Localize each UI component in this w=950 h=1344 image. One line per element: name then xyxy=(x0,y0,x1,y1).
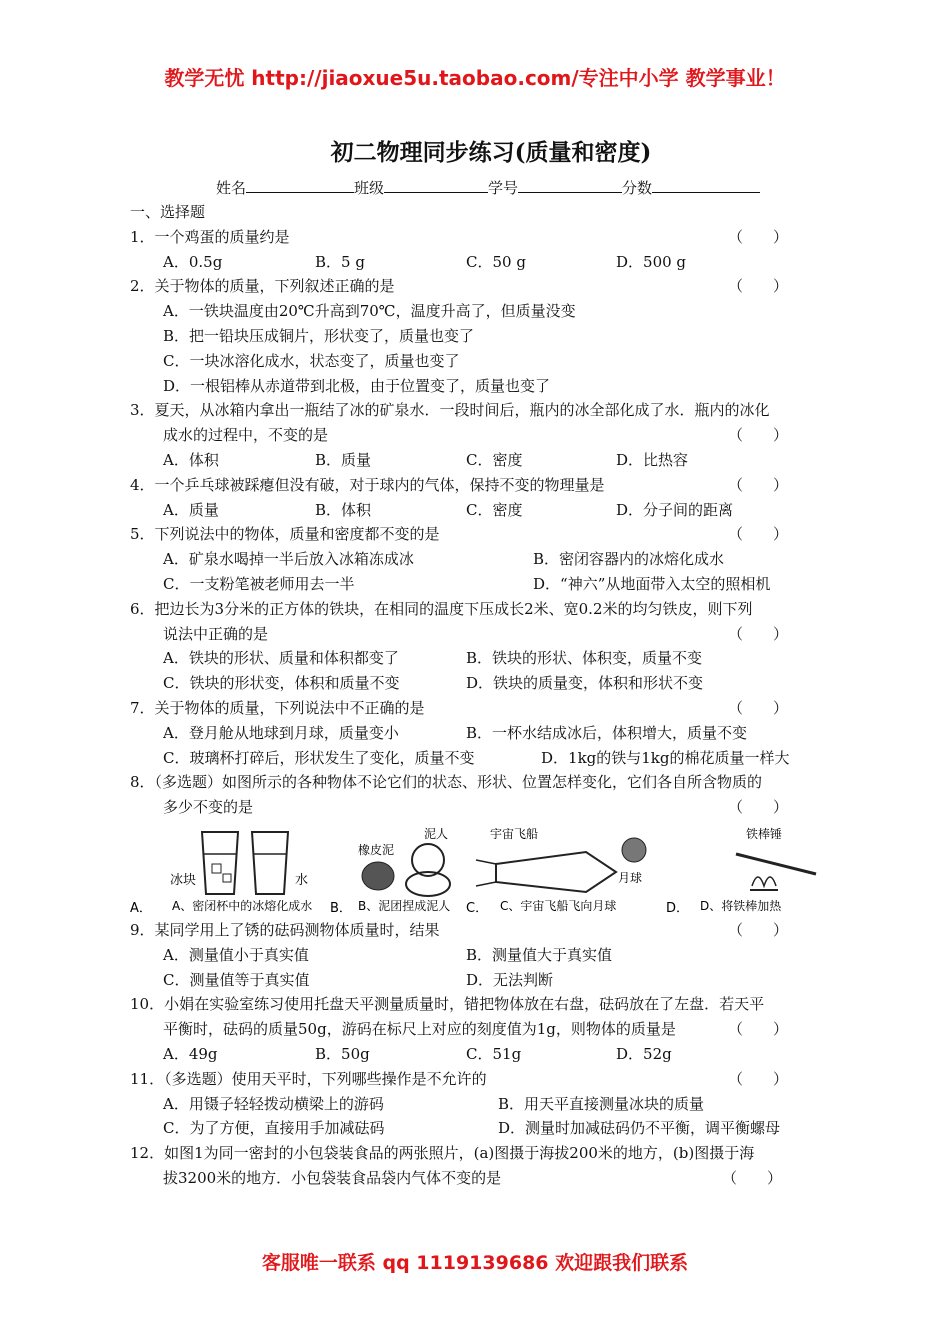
clay-figure-label: 泥人 xyxy=(424,826,449,841)
options-row xyxy=(130,448,830,473)
answer-parentheses: （ ） xyxy=(728,525,789,544)
option-c-label: C． xyxy=(466,900,489,916)
score-label: 分数 xyxy=(622,179,653,197)
option-b: B．密闭容器内的冰熔化成水 xyxy=(533,550,725,569)
answer-parentheses: （ ） xyxy=(728,920,789,939)
question-stem: 6．把边长为3分米的正方体的铁块，在相同的温度下压成长2米、宽0.2米的均匀铁皮，则下列 xyxy=(130,599,753,618)
options-row xyxy=(130,968,830,993)
figure-b-clay xyxy=(330,824,470,916)
name-label: 姓名 xyxy=(216,179,247,197)
answer-parentheses: （ ） xyxy=(728,698,789,717)
moon-icon xyxy=(622,838,646,862)
iron-rod-illustration xyxy=(666,824,836,916)
figure-d-iron-rod xyxy=(666,824,836,916)
question-5 xyxy=(130,522,830,547)
options-row xyxy=(130,721,830,746)
cups-illustration xyxy=(130,824,340,916)
answer-parentheses: （ ） xyxy=(728,227,789,246)
clay-illustration xyxy=(330,824,470,916)
options-row xyxy=(130,943,830,968)
question-stem: 9．某同学用上了锈的砝码测物体质量时，结果 xyxy=(130,920,440,939)
options-row xyxy=(130,250,830,275)
ice-label: 冰块 xyxy=(170,872,197,888)
option-b: B．5 g xyxy=(315,252,365,271)
flame-icon xyxy=(752,877,776,886)
option-c: C．测量值等于真实值 xyxy=(163,970,310,989)
question-stem: 11．（多选题）使用天平时，下列哪些操作是不允许的 xyxy=(130,1069,487,1088)
figure-c-caption: C、宇宙飞船飞向月球 xyxy=(500,898,617,913)
options-row xyxy=(130,1116,830,1141)
question-stem: 3．夏天，从冰箱内拿出一瓶结了冰的矿泉水．一段时间后，瓶内的冰全部化成了水．瓶内的冰化 xyxy=(130,401,770,420)
spaceship-illustration xyxy=(466,824,666,916)
question-7 xyxy=(130,696,830,721)
question-stem: 多少不变的是 xyxy=(163,798,254,817)
number-blank xyxy=(518,178,622,193)
question-3 xyxy=(130,398,830,423)
question-stem: 平衡时，砝码的质量50g，游码在标尺上对应的刻度值为1g，则物体的质量是 xyxy=(163,1020,676,1039)
spaceship-icon xyxy=(496,852,616,892)
q8-figure-row xyxy=(130,824,830,918)
option-c: C．50 g xyxy=(466,252,526,271)
question-8 xyxy=(130,770,830,795)
cup-right-icon xyxy=(252,832,288,894)
figure-d-caption: D、将铁棒加热 xyxy=(700,898,782,913)
exhaust-lines xyxy=(476,860,496,886)
section-heading: 一、选择题 xyxy=(130,203,206,221)
question-stem: 拔3200米的地方．小包袋装食品袋内气体不变的是 xyxy=(163,1168,502,1187)
question-stem: 7．关于物体的质量，下列说法中不正确的是 xyxy=(130,698,425,717)
question-4 xyxy=(130,473,830,498)
question-stem: 1．一个鸡蛋的质量约是 xyxy=(130,227,290,246)
footer-contact: 客服唯一联系 qq 1119139686 欢迎跟我们联系 xyxy=(261,1252,689,1274)
answer-parentheses: （ ） xyxy=(728,798,789,817)
options-row xyxy=(130,572,830,597)
question-stem: 成水的过程中，不变的是 xyxy=(163,426,329,445)
question-stem-cont xyxy=(130,1166,830,1191)
option-b: B．把一铅块压成铜片，形状变了，质量也变了 xyxy=(163,326,475,345)
figure-c-spaceship xyxy=(466,824,666,916)
question-stem: 5．下列说法中的物体，质量和密度都不变的是 xyxy=(130,525,440,544)
option-b: B．铁块的形状、体积变，质量不变 xyxy=(466,649,703,668)
options-row xyxy=(130,671,830,696)
option-d: D．比热容 xyxy=(616,450,689,469)
option-c: C．51g xyxy=(466,1044,522,1063)
question-12 xyxy=(130,1141,830,1166)
options-row xyxy=(130,746,830,771)
option-d: D．铁块的质量变，体积和形状不变 xyxy=(466,674,704,693)
question-stem: 8．（多选题）如图所示的各种物体不论它们的状态、形状、位置怎样变化，它们各自所含物质的 xyxy=(130,773,763,792)
option-d: D．1kg的铁与1kg的棉花质量一样大 xyxy=(541,748,790,767)
option-a-label: A． xyxy=(130,900,152,916)
cup-left-icon xyxy=(202,832,238,894)
number-label: 学号 xyxy=(488,179,519,197)
option-d: D．无法判断 xyxy=(466,970,554,989)
question-list xyxy=(130,200,830,1191)
answer-parentheses: （ ） xyxy=(728,624,789,643)
option-c: C．一支粉笔被老师用去一半 xyxy=(163,574,355,593)
option-b: B．一杯水结成冰后，体积增大，质量不变 xyxy=(466,723,748,742)
question-6 xyxy=(130,597,830,622)
option-c: C．玻璃杯打碎后，形状发生了变化，质量不变 xyxy=(163,748,475,767)
page-title: 初二物理同步练习(质量和密度) xyxy=(330,139,652,166)
options-row xyxy=(130,299,830,324)
options-row xyxy=(130,1092,830,1117)
question-stem: 12．如图1为同一密封的小包袋装食品的两张照片，(a)图摄于海拔200米的地方，(b)图摄于海 xyxy=(130,1144,755,1163)
option-b-label: B． xyxy=(330,900,352,916)
option-d-label: D． xyxy=(666,900,690,916)
question-stem: 说法中正确的是 xyxy=(163,624,269,643)
option-c: C．为了方便，直接用手加减砝码 xyxy=(163,1119,385,1138)
question-stem: 10．小娟在实验室练习使用托盘天平测量质量时，错把物体放在右盘，砝码放在了左盘．若天平 xyxy=(130,995,765,1014)
option-a: A．体积 xyxy=(163,450,219,469)
options-row xyxy=(130,374,830,399)
figure-b-caption: B、泥团捏成泥人 xyxy=(358,898,451,913)
ice-cube-icon xyxy=(223,874,231,882)
option-b: B．50g xyxy=(315,1044,370,1063)
option-c: C．密度 xyxy=(466,450,523,469)
option-a: A．登月舱从地球到月球，质量变小 xyxy=(163,723,399,742)
question-stem: 4．一个乒乓球被踩瘪但没有破，对于球内的气体，保持不变的物理量是 xyxy=(130,475,605,494)
option-b: B．用天平直接测量冰块的质量 xyxy=(498,1094,705,1113)
option-c: C．密度 xyxy=(466,500,523,519)
class-label: 班级 xyxy=(354,179,385,197)
option-b: B．体积 xyxy=(315,500,372,519)
score-blank xyxy=(652,178,760,193)
clay-label: 橡皮泥 xyxy=(358,842,395,857)
answer-parentheses: （ ） xyxy=(728,1020,789,1039)
answer-parentheses: （ ） xyxy=(728,426,789,445)
option-a: A．铁块的形状、质量和体积都变了 xyxy=(163,649,399,668)
option-c: C．一块冰溶化成水，状态变了，质量也变了 xyxy=(163,351,460,370)
option-a: A．测量值小于真实值 xyxy=(163,945,309,964)
option-d: D．一根铝棒从赤道带到北极，由于位置变了，质量也变了 xyxy=(163,376,551,395)
options-row xyxy=(130,498,830,523)
answer-parentheses: （ ） xyxy=(728,475,789,494)
option-d: D．分子间的距离 xyxy=(616,500,734,519)
water-label: 水 xyxy=(295,872,309,888)
option-a: A．矿泉水喝掉一半后放入冰箱冻成冰 xyxy=(163,550,414,569)
options-row xyxy=(130,547,830,572)
option-d: D．52g xyxy=(616,1044,672,1063)
question-stem: 2．关于物体的质量，下列叙述正确的是 xyxy=(130,277,395,296)
question-stem-cont xyxy=(130,795,830,820)
question-11 xyxy=(130,1067,830,1092)
option-a: A．49g xyxy=(163,1044,218,1063)
option-d: D．500 g xyxy=(616,252,687,271)
class-blank xyxy=(384,178,488,193)
student-info-line xyxy=(216,177,760,198)
option-b: B．质量 xyxy=(315,450,372,469)
figure-a-cups xyxy=(130,824,340,916)
option-c: C．铁块的形状变，体积和质量不变 xyxy=(163,674,400,693)
spaceship-label: 宇宙飞船 xyxy=(490,826,539,841)
moon-label: 月球 xyxy=(618,870,643,885)
option-a: A．质量 xyxy=(163,500,219,519)
option-a: A．0.5g xyxy=(163,252,223,271)
options-row xyxy=(130,349,830,374)
answer-parentheses: （ ） xyxy=(722,1168,783,1187)
header-banner: 教学无忧 http://jiaoxue5u.taobao.com/专注中小学 教学事业！ xyxy=(164,66,786,90)
figure-a-caption: A、密闭杯中的冰熔化成水 xyxy=(172,898,313,913)
options-row xyxy=(130,324,830,349)
options-row xyxy=(130,1042,830,1067)
question-stem-cont xyxy=(130,622,830,647)
option-a: A．用镊子轻轻拨动横梁上的游码 xyxy=(163,1094,384,1113)
question-10 xyxy=(130,992,830,1017)
option-d: D．“神六”从地面带入太空的照相机 xyxy=(533,574,771,593)
question-stem-cont xyxy=(130,423,830,448)
ice-cube-icon xyxy=(212,864,221,873)
name-blank xyxy=(246,178,354,193)
answer-parentheses: （ ） xyxy=(728,1069,789,1088)
question-9 xyxy=(130,918,830,943)
option-a: A．一铁块温度由20℃升高到70℃，温度升高了，但质量没变 xyxy=(163,302,576,321)
options-row xyxy=(130,646,830,671)
clay-ball-icon xyxy=(362,862,394,890)
question-2 xyxy=(130,274,830,299)
iron-rod-icon xyxy=(736,854,816,874)
question-1 xyxy=(130,225,830,250)
option-d: D．测量时加减砝码仍不平衡，调平衡螺母 xyxy=(498,1119,781,1138)
option-b: B．测量值大于真实值 xyxy=(466,945,613,964)
answer-parentheses: （ ） xyxy=(728,277,789,296)
question-stem-cont xyxy=(130,1017,830,1042)
iron-rod-label: 铁棒锤 xyxy=(746,826,783,841)
